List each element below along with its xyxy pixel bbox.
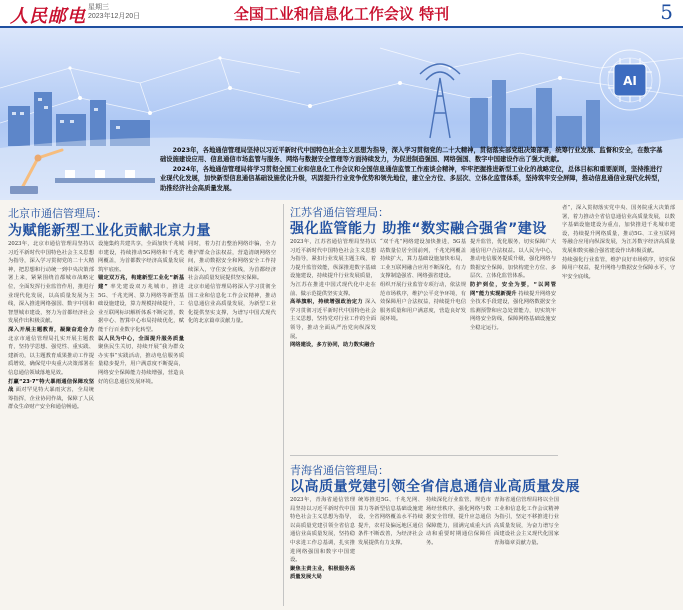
article1-col1-subhead-1: 深入开展主题教育，凝聚奋进合力 xyxy=(8,326,94,333)
banner-paragraph-2023: 2023年，各地通信管理局坚持以习近平新时代中国特色社会主义思想为指导，深入学习贯彻党的二十大精神，贯彻落实部党组决策部署，统筹行业发展、监督和安全，在数字基础设施建设应用、信息通信市场监管与服务、网络与数据安全管理等方面持续发力，为促进制造强国、网络强国、数字中国建设作出了强大贡献。 xyxy=(160,147,663,164)
article2-column-2 xyxy=(380,238,466,452)
article1-col3-text: 同时，着力打击整治网络诈骗，全力维护群众合法权益，营造清朗网络空间，推动数据安全和网络安全工作持续深入，守住安全底线，为首都经济社会高质量发展提供坚实保障。 xyxy=(188,241,276,282)
article3-col1-text: 2023年，青海省通信管理局坚持以习近平新时代中国特色社会主义思想为指导，以高质量党建引领全省信息通信业高质量发展，坚持稳中求进工作总基调，扎实推进网络强国和数字中国建设。 xyxy=(290,497,355,564)
banner-paragraph-2024: 2024年，各地通信管理局将学习贯彻全国工业和信息化工作会议和全国信息通信监管工作座谈会精神，牢牢把握推进新型工业化的战略定位，总体目标和重要原则，坚持推进行业现代化发展，加快新型信息通信基础设施优化升级，巩固提升行业竞争优势和领先地位，建立全方位、多层次、立体化监管体系，坚持筑牢安全屏障，推动信息通信业现代化转型，助推经济社会高质量发展。 xyxy=(160,165,664,192)
newspaper-logo: 人民邮电 xyxy=(10,6,86,27)
article2-column-3 xyxy=(470,238,556,452)
article2-col1-text: 2023年，江苏省通信管理局坚持以习近平新时代中国特色社会主义思想为指导，紧扣行业发展主题主线，着力提升监管效能，纵深推进数字基础设施建设，持续提升行业发展质量，为江苏在推进中国式现代化中走在前、做示范提供坚实支撑。 xyxy=(290,239,376,297)
article1-column-1 xyxy=(8,240,94,606)
article2-column-1 xyxy=(290,238,376,452)
city-skyline xyxy=(470,80,600,148)
article1-col1-text: 2023年，北京市通信管理局坚持以习近平新时代中国特色社会主义思想为指导，深入学习贯彻党的二十大精神，把思想和行动统一到中央决策部署上来，紧紧围绕首都城市战略定位，全面发挥行业监管作用，推进行业现代化发展，以高质量发展为主线，深入推进网络强国、数字中国和智慧城市建设，努力为首都经济社会发展作出积极贡献。 xyxy=(8,241,94,325)
article1-col1-text-b: 北京市通信管理局扎实开展主题教育，坚持学思想、强党性、重实践、建新功，以主题教育成果推动工作提质增效，确保党中央重大决策部署在信息通信领域落地见效。 xyxy=(8,335,94,376)
masthead xyxy=(0,0,683,28)
article1-col2-text-b: 率先建设双万兆城市，推进5G、千兆光网、算力网络等新型基础设施建设，算力规模持续提升，工业互联网标识解析体系不断完善，数据中心、智算中心布局持续优化，赋能千行百业数字化转型。 xyxy=(98,283,184,333)
column-divider xyxy=(283,204,284,606)
special-edition-title: 全国工业和信息化工作会议 特刊 xyxy=(233,5,450,23)
article2-col1-subhead-1: 高举旗帜，持续增强政治定力 xyxy=(290,299,364,306)
factory-buildings xyxy=(8,92,150,146)
article1-byline: 北京市通信管理局： xyxy=(8,207,107,220)
article2-col1-subhead-2: 网络建设，多方协同，助力数实融合 xyxy=(290,342,375,349)
article1-col2-subhead-1: 锚定双万兆，构建新型工业化“新基建” xyxy=(98,275,184,290)
article3-byline: 青海省通信管理局： xyxy=(290,464,389,477)
article2-col3-text-b: 持续提升网络安全技术手段建设，强化网络数据安全监测预警和应急处置能力，切实筑牢网络安全防线，保障网络基础设施安全稳定运行。 xyxy=(470,290,556,331)
article2-col1-text-b: 深入学习贯彻习近平新时代中国特色社会主义思想，坚持党对行业工作的全面领导，推动全面从严治党向纵深发展。 xyxy=(290,299,376,340)
page-number: 5 xyxy=(660,0,673,24)
ai-chip-label: AI xyxy=(623,74,637,88)
article1-col1-subhead-2: 打赢“23·7”特大暴雨通信保障攻坚战 xyxy=(8,378,94,394)
article1-col2-text: 设施集约共建共享，全面加快千兆城市建设，持续推动5G网络和千兆光网覆盖，为首都数字经济高质量发展筑牢底座。 xyxy=(98,241,184,273)
article3-headline: 以高质量党建引领全省信息通信业高质量发展 xyxy=(290,479,580,495)
article1-col2-subhead-2: 以人民为中心，全面提升服务质量 xyxy=(98,335,184,342)
issue-date: 2023年12月20日 xyxy=(88,13,141,20)
article1-column-2 xyxy=(98,240,184,606)
article2-col3-subhead-1: 防护到位，安全为要，“以网管网”能力实现新提升 xyxy=(470,281,556,297)
article3-col2-text: 统筹推进5G、千兆光网、算力等新型信息基础设施建设，全省网络覆盖水平持续提升，农村及偏远地区通信条件不断改善，为经济社会发展提供有力支撑。 xyxy=(358,497,423,546)
article1-col3-text-b: 北京市通信管理局将深入学习贯彻全国工业和信息化工作会议精神，推动信息通信业高质量发展，为新型工业化提供坚实支撑，为谱写中国式现代化的北京篇章贡献力量。 xyxy=(188,283,276,325)
article3-column-1 xyxy=(290,496,355,606)
article3-column-2 xyxy=(358,496,423,606)
section-divider xyxy=(290,455,558,456)
article3-col3-text: 持续深化行业监管，规范市场经营秩序，强化网络与数据安全管理，提升应急通信保障能力，圆满完成重大活动和重要时期通信保障任务。 xyxy=(426,497,491,546)
banner-intro-text xyxy=(160,146,665,193)
article3-col1-subhead-1: 聚焦主责主业，积极服务高质量发展大局 xyxy=(290,565,355,581)
article1-col2-text-c: 聚焦民生关切，持续开展“我为群众办实事”实践活动，推动电信服务质量稳步提升，用户满意度不断提高，网络安全保障能力持续增强，营造良好的信息通信发展环境。 xyxy=(98,344,184,385)
article2-col2-text-b: 组织开展行业监管专项行动，依法规范市场秩序，维护公平竞争环境，有效保障用户合法权益，持续提升电信服务质量和用户满意度，营造良好发展环境。 xyxy=(380,281,466,323)
right-column-text: 者”，深入贯彻落实党中央、国务院重大决策部署，着力推动全省信息通信业高质量发展，以数字基础设施建设为重点，加快推进千兆城市建设，持续提升网络质量，推动5G、工业互联网等融合应用向纵深发展，为江苏数字经济高质量发展和数实融合强省建设作出积极贡献。 xyxy=(562,205,675,254)
right-column-text-b: 持续强化行业监管，维护良好市场秩序，切实保障用户权益，提升网络与数据安全保障水平，守牢安全底线。 xyxy=(562,256,675,280)
article1-col1-text-c: 面对罕见特大暴雨灾害，全局统筹指挥，企业协同作战，保障了人民群众生命财产安全和通信畅通。 xyxy=(8,387,94,411)
signal-tower-icon xyxy=(420,64,460,138)
banner-illustration xyxy=(0,28,683,200)
ai-chip-icon xyxy=(600,50,660,110)
article3-col4-text: 青海省通信管理局将以全国工业和信息化工作会议精神为指引，坚定不移推进行业高质量发展，为奋力谱写全面建设社会主义现代化国家青海篇章贡献力量。 xyxy=(494,497,559,546)
article2-col3-text: 提升监管，优化服务，切实保障广大通信用户合法权益。以人民为中心，推动电信服务提质升级，强化网络与数据安全保障，加快构建全方位、多层次、立体化监管体系。 xyxy=(470,239,556,280)
article2-headline: 强化监管能力 助推“数实融合强省”建设 xyxy=(290,221,547,237)
article3-column-3 xyxy=(426,496,491,606)
article2-byline: 江苏省通信管理局： xyxy=(290,206,389,219)
article1-headline: 为赋能新型工业化贡献北京力量 xyxy=(8,223,211,239)
right-column xyxy=(562,204,675,606)
article2-col2-text: “双千兆”网络建设加快推进，5G基站数量位居全国前列，千兆光网覆盖持续扩大，算力基础设施加快布局，工业互联网融合应用不断深化，有力支撑制造强省、网络强省建设。 xyxy=(380,239,466,280)
article3-column-4 xyxy=(494,496,559,606)
article1-column-3 xyxy=(188,240,276,606)
weekday: 星期三 xyxy=(88,4,109,11)
